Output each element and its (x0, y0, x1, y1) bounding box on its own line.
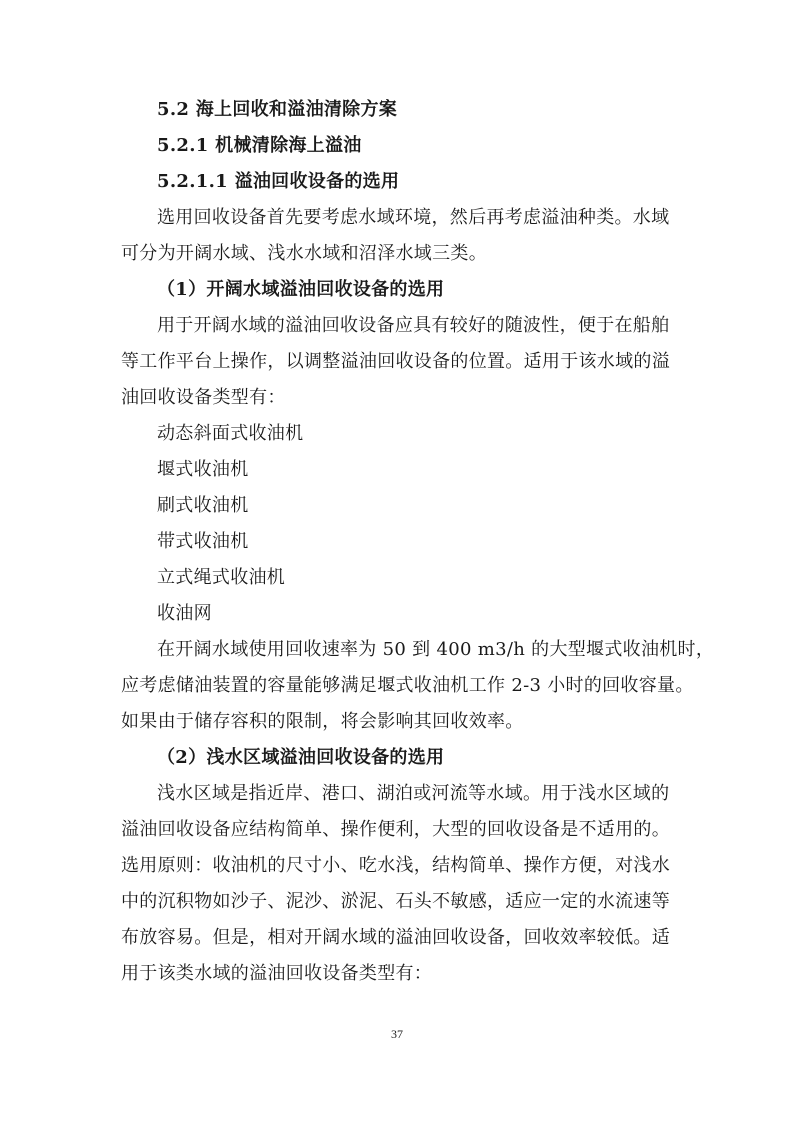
paragraph-line: 应考虑储油装置的容量能够满足堰式收油机工作 2-3 小时的回收容量。 (121, 675, 694, 696)
list-item: 刷式收油机 (157, 495, 249, 516)
subheading-shallow-water: （2）浅水区域溢油回收设备的选用 (157, 747, 445, 768)
paragraph-line: 如果由于储存容积的限制，将会影响其回收效率。 (121, 711, 524, 732)
section-heading-5-2: 5.2 海上回收和溢油清除方案 (157, 99, 398, 120)
paragraph-line: 可分为开阔水域、浅水水域和沼泽水域三类。 (121, 243, 487, 264)
paragraph-line: 溢油回收设备应结构简单、操作便利，大型的回收设备是不适用的。 (121, 819, 670, 840)
paragraph-line: 浅水区域是指近岸、港口、湖泊或河流等水域。用于浅水区域的 (157, 783, 670, 804)
list-item: 动态斜面式收油机 (157, 423, 304, 444)
list-item: 堰式收油机 (157, 459, 249, 480)
paragraph-line: 等工作平台上操作，以调整溢油回收设备的位置。适用于该水域的溢 (121, 351, 670, 372)
document-page (121, 92, 715, 992)
paragraph-line: 中的沉积物如沙子、泥沙、淤泥、石头不敏感，适应一定的水流速等 (121, 891, 670, 912)
page-number: 37 (391, 1027, 403, 1041)
paragraph-line: 用于该类水域的溢油回收设备类型有： (121, 963, 433, 984)
section-heading-5-2-1-1: 5.2.1.1 溢油回收设备的选用 (157, 171, 400, 192)
paragraph-line: 选用原则：收油机的尺寸小、吃水浅，结构简单、操作方便，对浅水 (121, 855, 670, 876)
paragraph-line: 用于开阔水域的溢油回收设备应具有较好的随波性，便于在船舶 (157, 315, 670, 336)
list-item: 立式绳式收油机 (157, 567, 286, 588)
list-item: 收油网 (157, 603, 212, 624)
list-item: 带式收油机 (157, 531, 249, 552)
section-heading-5-2-1: 5.2.1 机械清除海上溢油 (157, 135, 362, 156)
subheading-open-water: （1）开阔水域溢油回收设备的选用 (157, 279, 445, 300)
paragraph-line: 布放容易。但是，相对开阔水域的溢油回收设备，回收效率较低。适 (121, 927, 670, 948)
paragraph-line: 在开阔水域使用回收速率为 50 到 400 m3/h 的大型堰式收油机时， (157, 639, 715, 660)
paragraph-line: 油回收设备类型有： (121, 387, 286, 408)
paragraph-line: 选用回收设备首先要考虑水域环境，然后再考虑溢油种类。水域 (157, 207, 670, 228)
